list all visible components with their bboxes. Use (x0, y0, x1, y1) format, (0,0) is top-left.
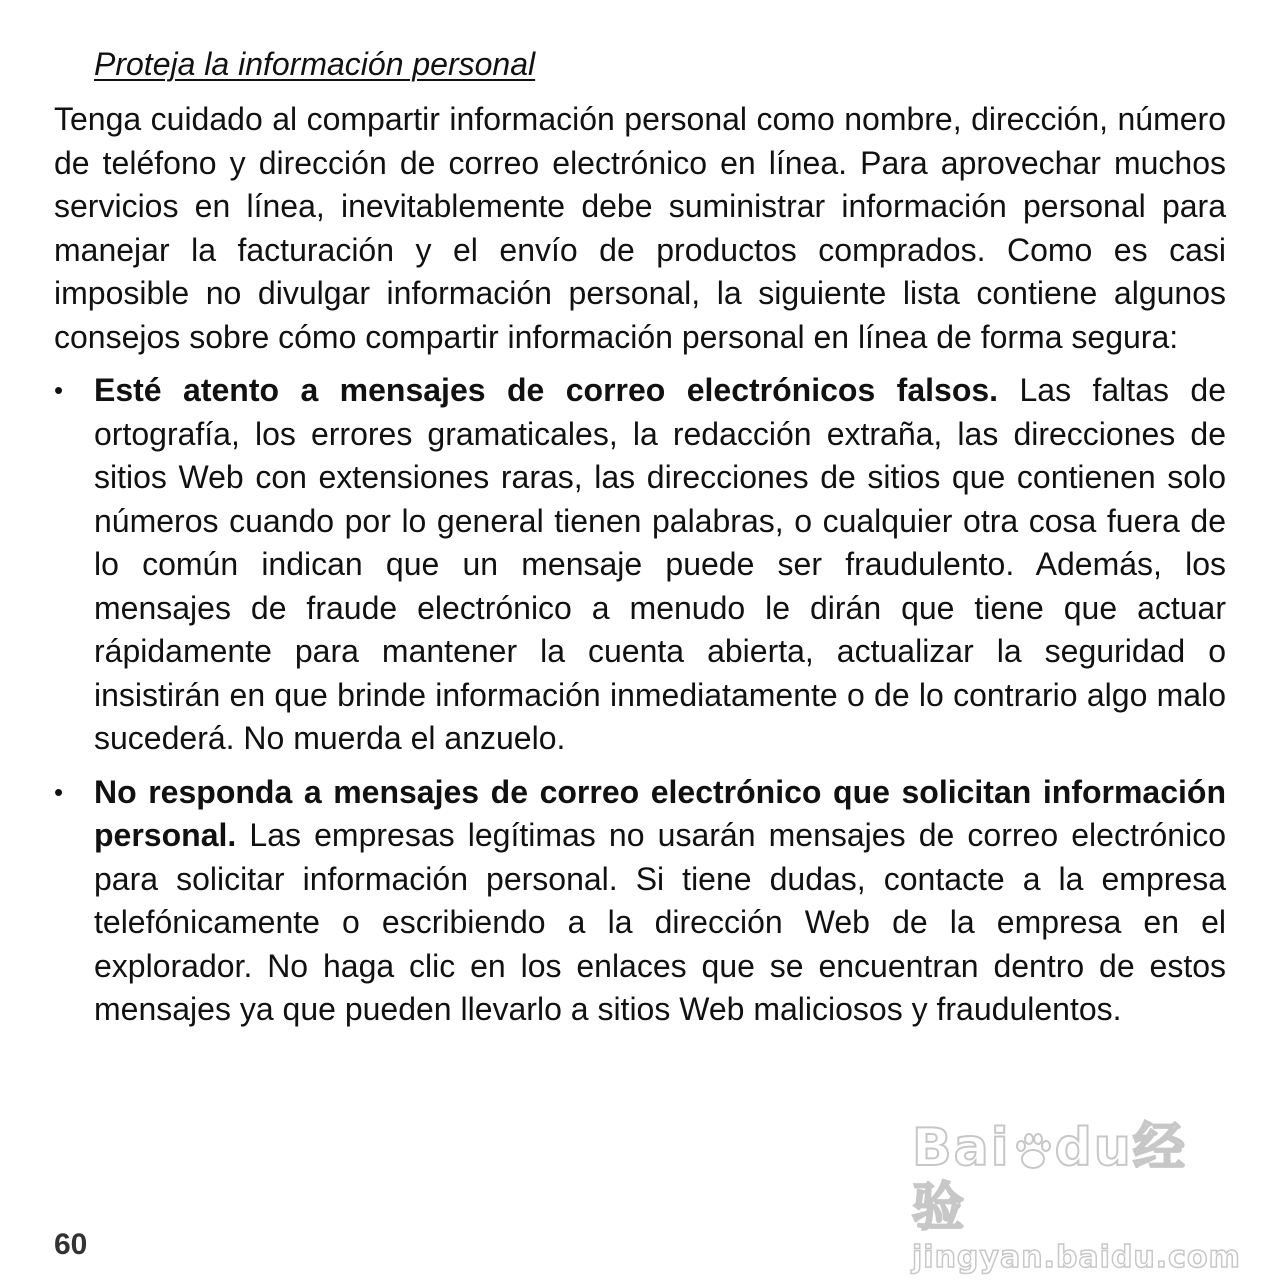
watermark-brand-right: du (1054, 1118, 1133, 1178)
bullet-lead-text: No responda a mensajes de correo electrónico que solicitan información personal. (94, 773, 1226, 853)
bullet-body-text: Las faltas de ortografía, los errores gramaticales, la redacción extraña, las direcciones de sitios Web con extensiones raras, las direcciones de sitios que contienen solo números cuando por lo general tienen palabras, o cualquier otra cosa fuera de lo común indican que un mensaje puede ser fraudulento. Además, los mensajes de fraude electrónico a menudo le dirán que tiene que actuar rápidamente para mantener la cuenta abierta, actualizar la seguridad o insistirán en que brinde información inmediatamente o de lo contrario algo malo sucederá. No muerda el anzuelo. (94, 372, 1227, 756)
bullet-lead-text: Esté atento a mensajes de correo electrónicos falsos. (94, 372, 999, 408)
baidu-watermark (912, 1118, 1241, 1275)
document-page (54, 40, 1226, 1042)
watermark-url: jingyan.baidu.com (912, 1240, 1241, 1275)
list-item (54, 369, 1226, 761)
intro-paragraph: Tenga cuidado al compartir información personal como nombre, dirección, número de teléfono y dirección de correo electrónico en línea. Para aprovechar muchos servicios en línea, inevitablemente debe suministrar información personal para manejar la facturación y el envío de productos comprados. Como es casi imposible no divulgar información personal, la siguiente lista contiene algunos consejos sobre cómo compartir información personal en línea de forma segura: (54, 101, 1226, 355)
watermark-brand-left: Bai (912, 1118, 1011, 1178)
page-number: 60 (54, 1228, 88, 1261)
tips-list (54, 369, 1226, 1032)
list-item (54, 771, 1226, 1032)
section-title: Proteja la información personal (94, 46, 536, 82)
bullet-marker: • (54, 375, 64, 405)
watermark-brand (912, 1118, 1202, 1238)
bullet-body-text: Las empresas legítimas no usarán mensajes de correo electrónico para solicitar información personal. Si tiene dudas, contacte a la empresa telefónicamente o escribiendo a la dirección Web de la empresa en el explorador. No haga clic en los enlaces que se encuentran dentro de estos mensajes ya que pueden llevarlo a sitios Web maliciosos y fraudulentos. (94, 817, 1226, 1027)
watermark-brand-cn: 经验 (912, 1118, 1187, 1238)
bullet-marker: • (54, 776, 64, 807)
paw-icon (1011, 1129, 1055, 1173)
